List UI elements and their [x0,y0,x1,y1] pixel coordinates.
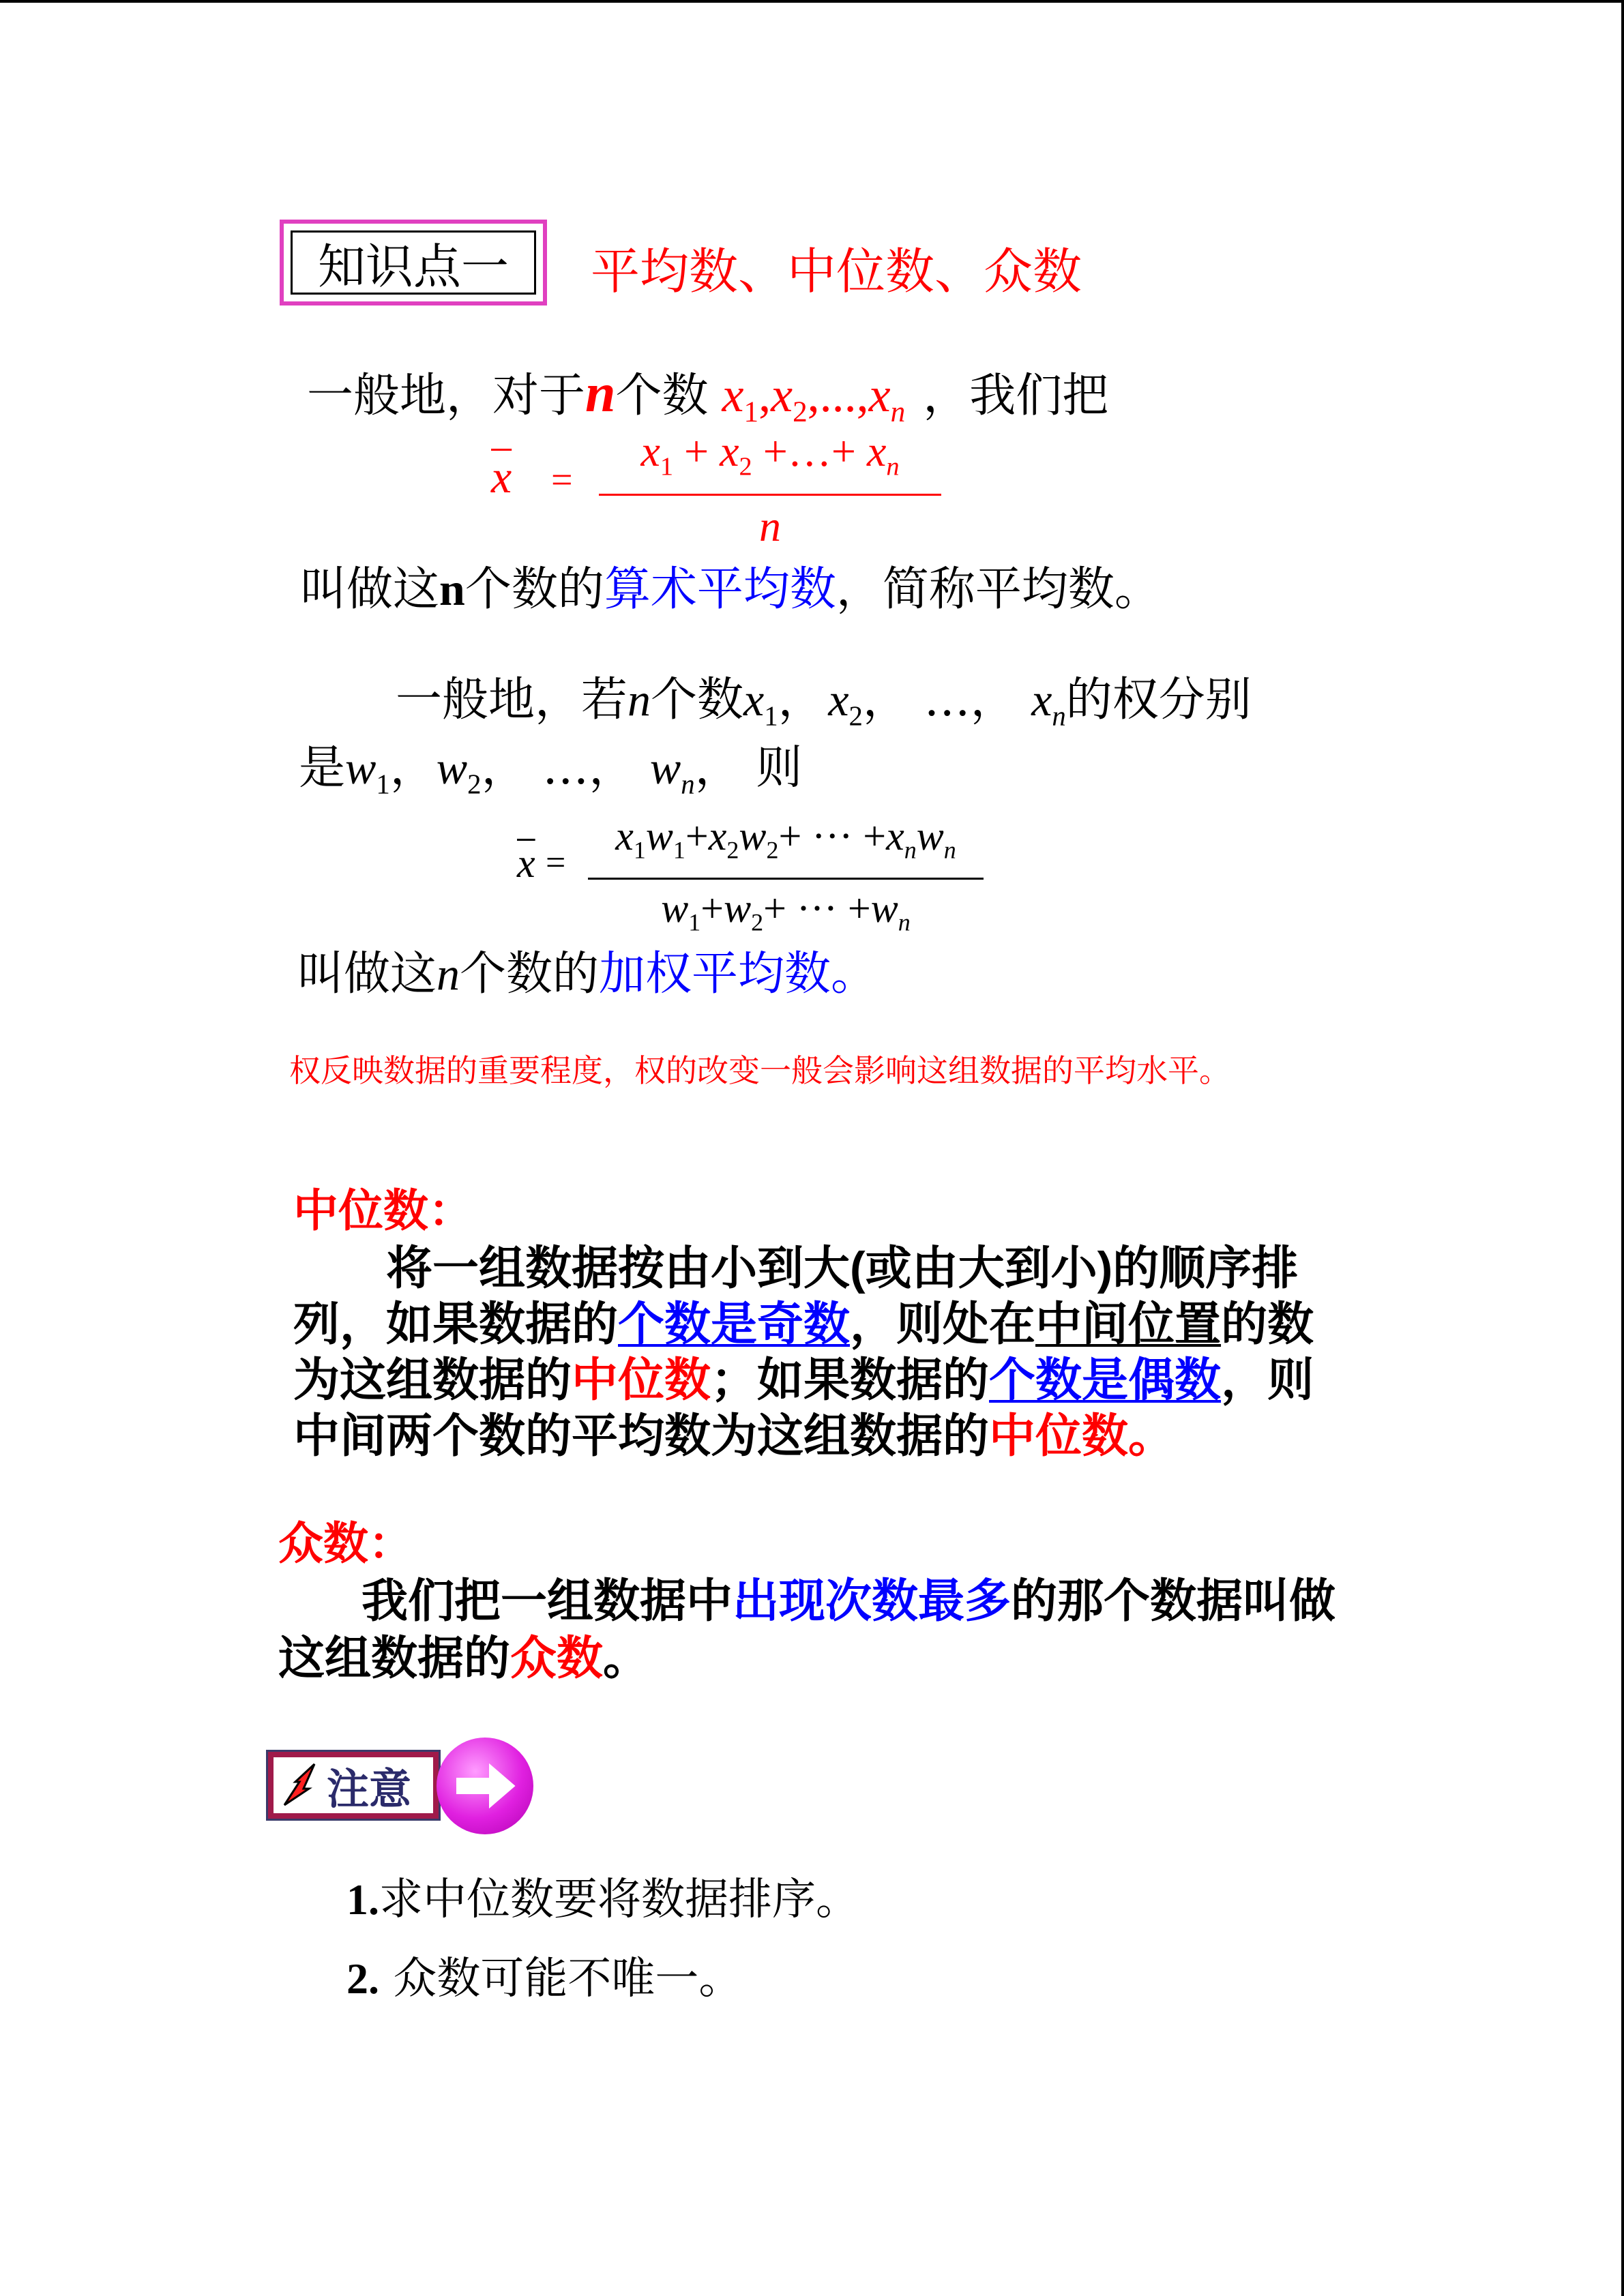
most-frequent-term: 出现次数最多 [733,1575,1012,1627]
knowledge-point-label: 知识点一 [291,230,536,295]
mean-intro-a: 一般地，对于 [307,369,586,423]
x-sequence: $x_1,x_2,...,x_n$ [722,368,906,429]
median-heading: 中位数： [293,1185,473,1236]
section-heading: 平均数、中位数、众数 [591,243,1082,300]
mode-line-2: 这组数据的众数。 [278,1632,650,1684]
weighted-denominator: $w_1+w_2+$ ··· $+w_n$ [661,885,911,936]
even-count-term: 个数是偶数 [989,1354,1222,1406]
weighted-intro: 一般地，若n个数$x_1$， $x_2$， …， $x_n$的权分别 [396,673,1252,732]
note-item-2: 2. 众数可能不唯一。 [346,1954,743,2004]
lightning-icon [279,1761,323,1809]
mean-fraction [599,424,941,557]
median-line-4: 中间两个数的平均数为这组数据的中位数。 [293,1410,1175,1462]
note-badge [266,1750,441,1821]
weighted-equals: = [546,844,566,882]
median-line-2: 列，如果数据的个数是奇数，则处在中间位置的数 [293,1298,1314,1350]
mean-denominator: n [759,502,781,551]
mean-equals: = [551,459,573,501]
note-item-1: 1.求中位数要将数据排序。 [346,1875,859,1925]
median-line-1: 将一组数据按由小到大(或由大到小)的顺序排 [386,1242,1299,1294]
weight-note: 权反映数据的重要程度，权的改变一般会影响这组数据的平均水平。 [289,1052,1230,1089]
n-symbol: n [585,363,616,423]
weighted-numerator: $x_1w_1+x_2w_2+$ ··· $+x_nw_n$ [615,814,956,864]
mean-definition: 叫做这n个数的算术平均数，简称平均数。 [300,563,1161,616]
arithmetic-mean-term: 算术平均数 [604,563,836,616]
weighted-fraction [588,809,984,951]
middle-position-term: 中间位置 [1035,1298,1222,1350]
arrow-right-icon [437,1738,533,1834]
knowledge-point-box [280,220,547,305]
weighted-definition: 叫做这n个数的加权平均数。 [297,947,878,1001]
weighted-line2: 是$w_1$，$w_2$， …， $w_n$， 则 [299,741,803,800]
x-bar: $\overline{x}$ [491,451,512,503]
mean-numerator: $x_1 + x_2$ +…+ $x_n$ [640,427,900,481]
mean-intro [307,353,1108,429]
weighted-mean-term: 加权平均数。 [599,947,878,1001]
weighted-x-bar: $\overline{x}$ [517,841,535,886]
mean-intro-c: ，我们把 [923,369,1109,423]
mode-line-1: 我们把一组数据中出现次数最多的那个数据叫做 [361,1575,1336,1627]
note-label: 注意 [327,1765,412,1813]
odd-count-term: 个数是奇数 [618,1298,851,1350]
median-line-3: 为这组数据的中位数；如果数据的个数是偶数，则 [293,1354,1314,1406]
mean-intro-b: 个数 [615,369,709,423]
mode-heading: 众数： [278,1518,413,1568]
